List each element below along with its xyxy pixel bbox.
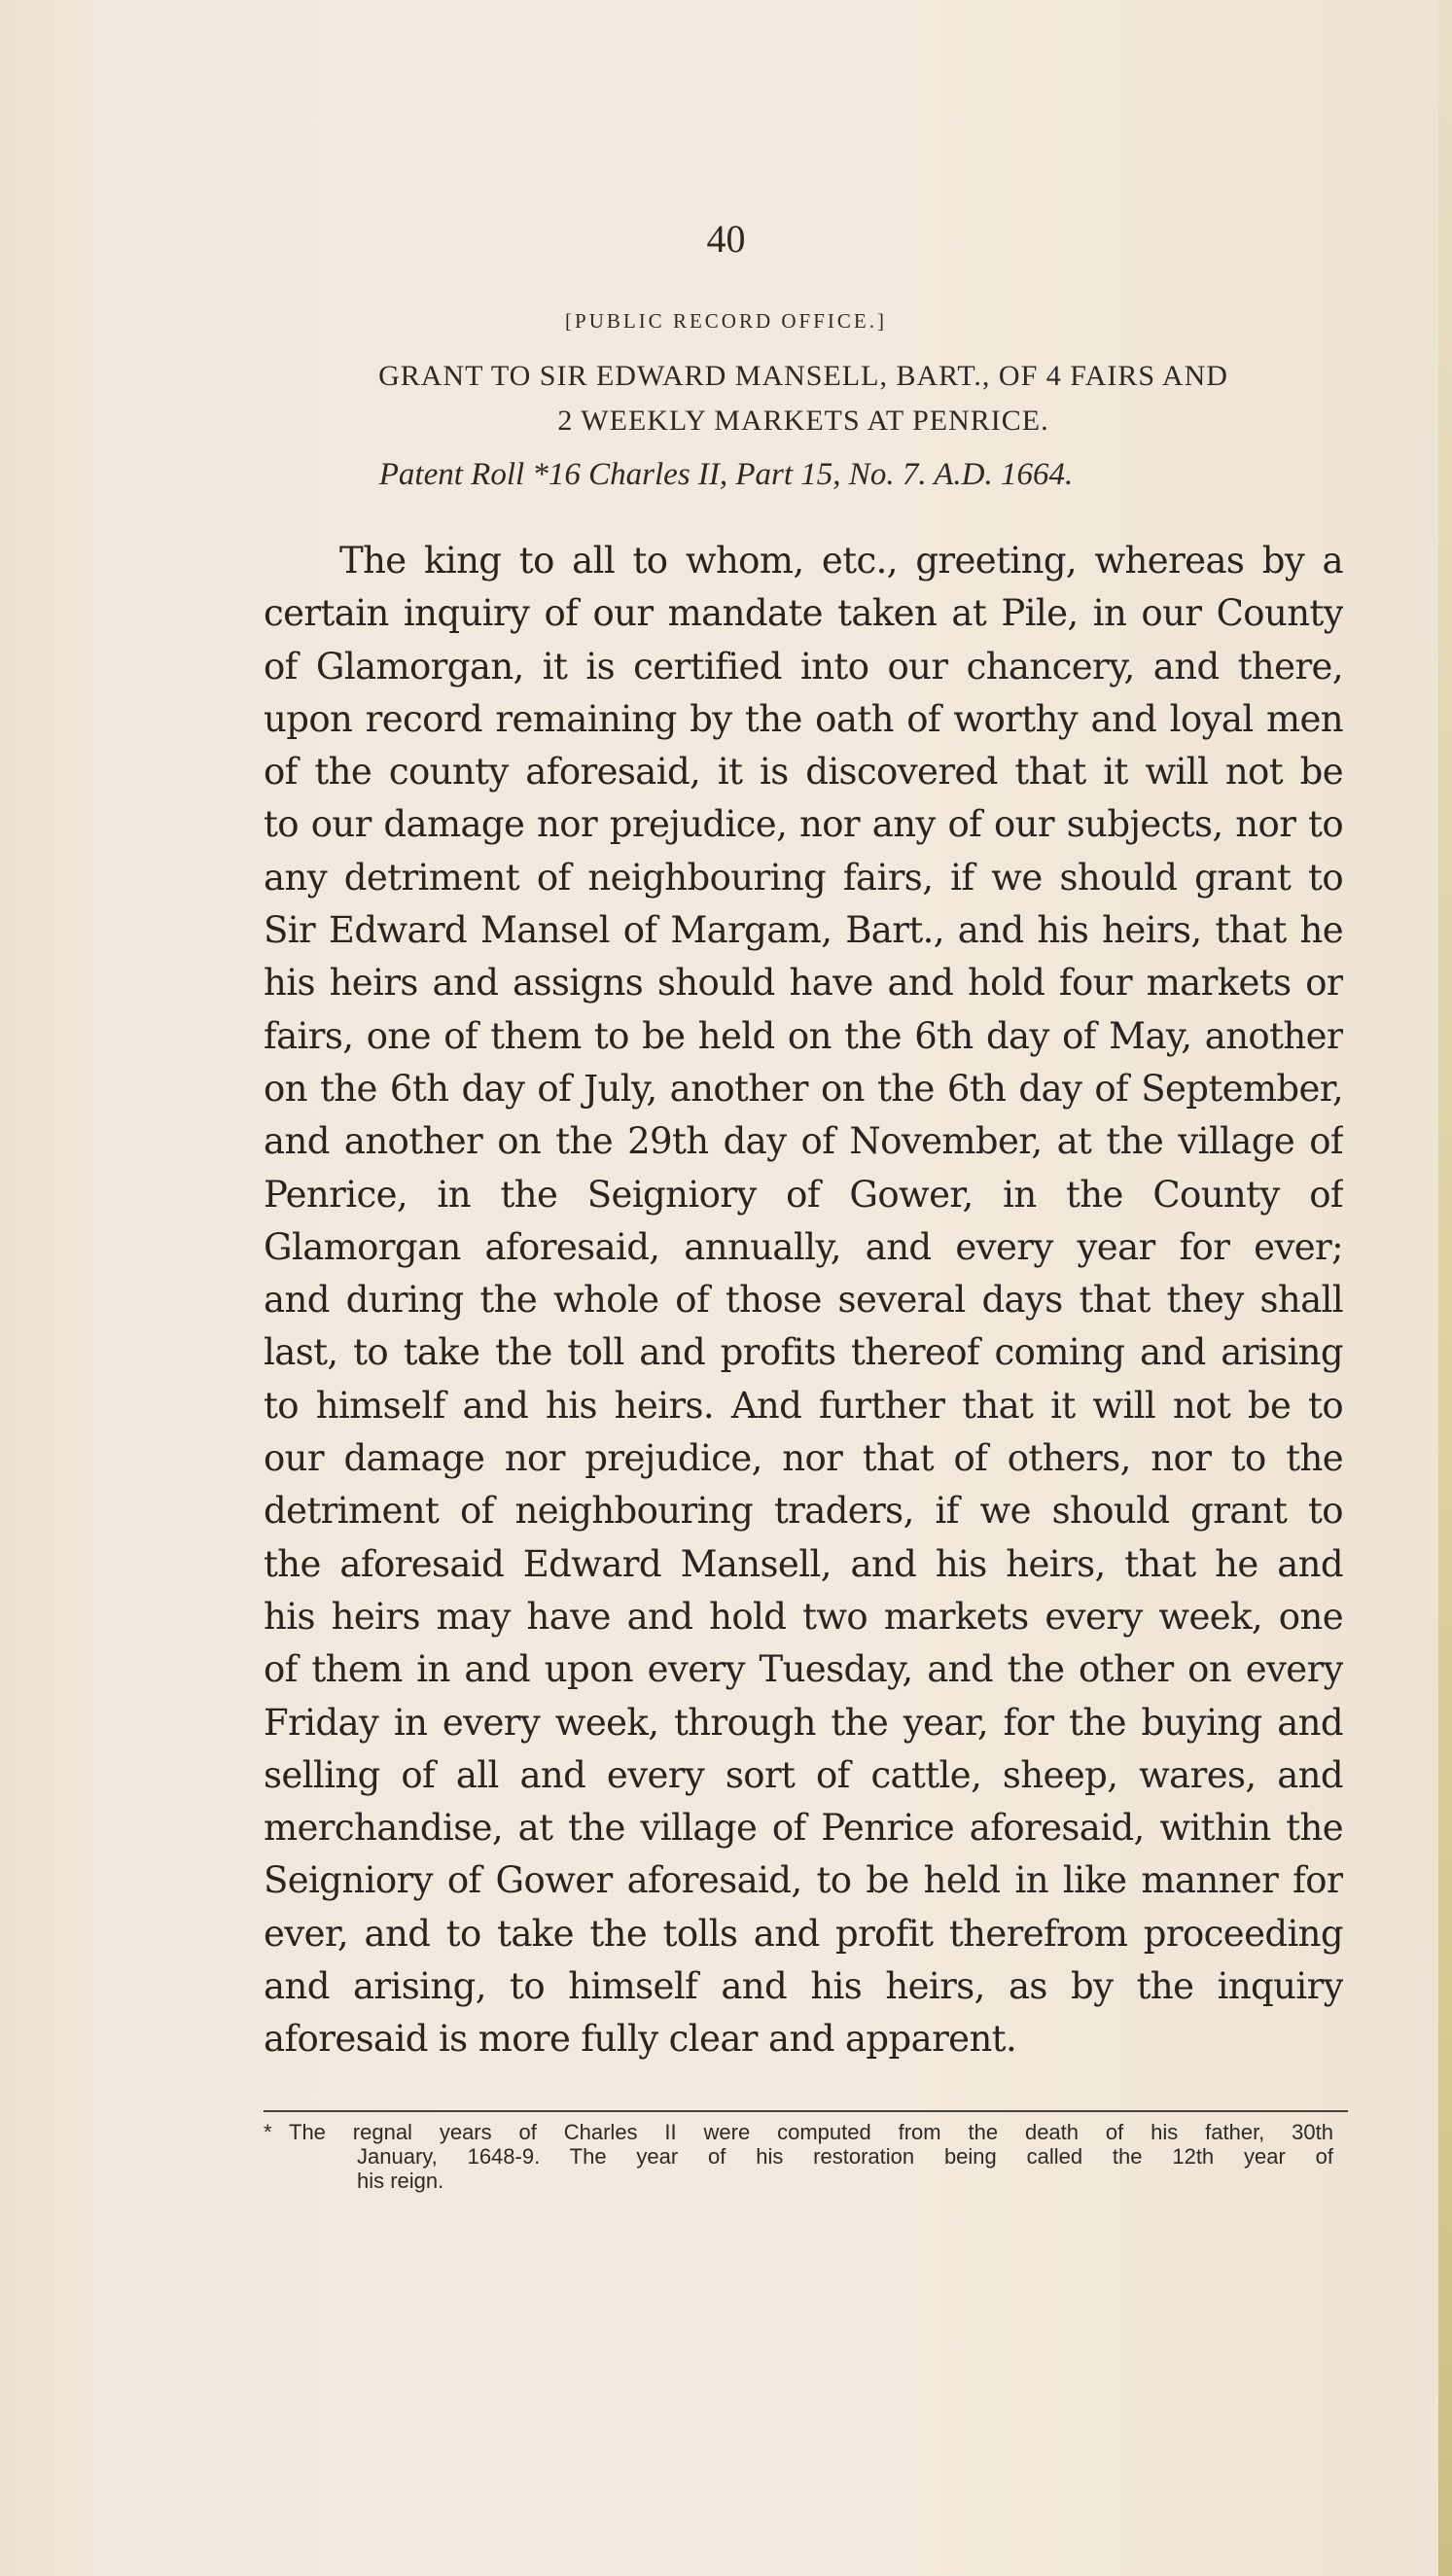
footnote <box>264 2120 1333 2193</box>
body-line: Penrice, in the Seigniory of Gower, in the County of <box>264 1173 1343 1216</box>
body-line: certain inquiry of our mandate taken at Pile, in our County <box>264 592 1343 635</box>
footnote-divider <box>264 2110 1348 2112</box>
body-line: fairs, one of them to be held on the 6th day of May, another <box>264 1014 1343 1057</box>
body-line: any detriment of neighbouring fairs, if we should grant to <box>264 856 1343 899</box>
body-line: and during the whole of those several days that they shall <box>264 1279 1343 1322</box>
footnote-line <box>264 2120 1333 2144</box>
body-line: the aforesaid Edward Mansell, and his heirs, that he and <box>264 1542 1343 1585</box>
body-line: of Glamorgan, it is certified into our chancery, and there, <box>264 645 1343 688</box>
body-line: ever, and to take the tolls and profit therefrom proceeding <box>264 1912 1343 1955</box>
body-line: Sir Edward Mansel of Margam, Bart., and his heirs, that he <box>264 909 1343 952</box>
footnote-marker: * <box>264 2120 272 2144</box>
heading-line: GRANT TO SIR EDWARD MANSELL, BART., OF 4 FAIRS AND <box>378 360 1228 392</box>
body-paragraph <box>264 535 1343 2066</box>
body-line: upon record remaining by the oath of worthy and loyal men <box>264 697 1343 740</box>
body-line: last, to take the toll and profits thereof coming and arising <box>264 1331 1343 1374</box>
body-line: on the 6th day of July, another on the 6th day of September, <box>264 1067 1343 1110</box>
document-heading <box>264 354 1343 443</box>
body-line: his heirs and assigns should have and hold four markets or <box>264 962 1343 1005</box>
heading-line: 2 WEEKLY MARKETS AT PENRICE. <box>557 405 1049 437</box>
body-line: to himself and his heirs. And further that it will not be to <box>264 1384 1343 1427</box>
body-line: merchandise, at the village of Penrice aforesaid, within the <box>264 1807 1343 1850</box>
body-line: and arising, to himself and his heirs, as by the inquiry <box>264 1965 1343 2008</box>
body-line: and another on the 29th day of November, at the village of <box>264 1120 1343 1163</box>
body-line: to our damage nor prejudice, nor any of our subjects, nor to <box>264 803 1343 846</box>
patent-roll-reference: Patent Roll *16 Charles II, Part 15, No. 7. A.D. 1664. <box>378 457 1074 492</box>
footnote-text: The regnal years of Charles II were computed from the death of his father, 30th <box>289 2120 1333 2144</box>
body-line: our damage nor prejudice, nor that of others, nor to the <box>264 1437 1343 1480</box>
footnote-line: his reign. <box>357 2169 444 2193</box>
body-line: detriment of neighbouring traders, if we should grant to <box>264 1490 1343 1533</box>
body-line: The king to all to whom, etc., greeting, whereas by a <box>339 540 1343 582</box>
body-line: of them in and upon every Tuesday, and the other on every <box>264 1648 1343 1691</box>
body-line: Seigniory of Gower aforesaid, to be held in like manner for <box>264 1859 1343 1902</box>
body-line: selling of all and every sort of cattle, sheep, wares, and <box>264 1753 1343 1796</box>
body-line: Glamorgan aforesaid, annually, and every year for ever; <box>264 1225 1343 1268</box>
footnote-line: January, 1648-9. The year of his restoration being called the 12th year of <box>357 2144 1333 2169</box>
page-number: 40 <box>706 217 746 261</box>
page-edge <box>1438 0 1452 2576</box>
body-line: of the county aforesaid, it is discovered that it will not be <box>264 751 1343 794</box>
body-line: Friday in every week, through the year, for the buying and <box>264 1701 1343 1744</box>
body-line: his heirs may have and hold two markets every week, one <box>264 1595 1343 1638</box>
record-office-label: [PUBLIC RECORD OFFICE.] <box>565 309 887 333</box>
body-line: aforesaid is more fully clear and apparent. <box>264 2018 1017 2061</box>
